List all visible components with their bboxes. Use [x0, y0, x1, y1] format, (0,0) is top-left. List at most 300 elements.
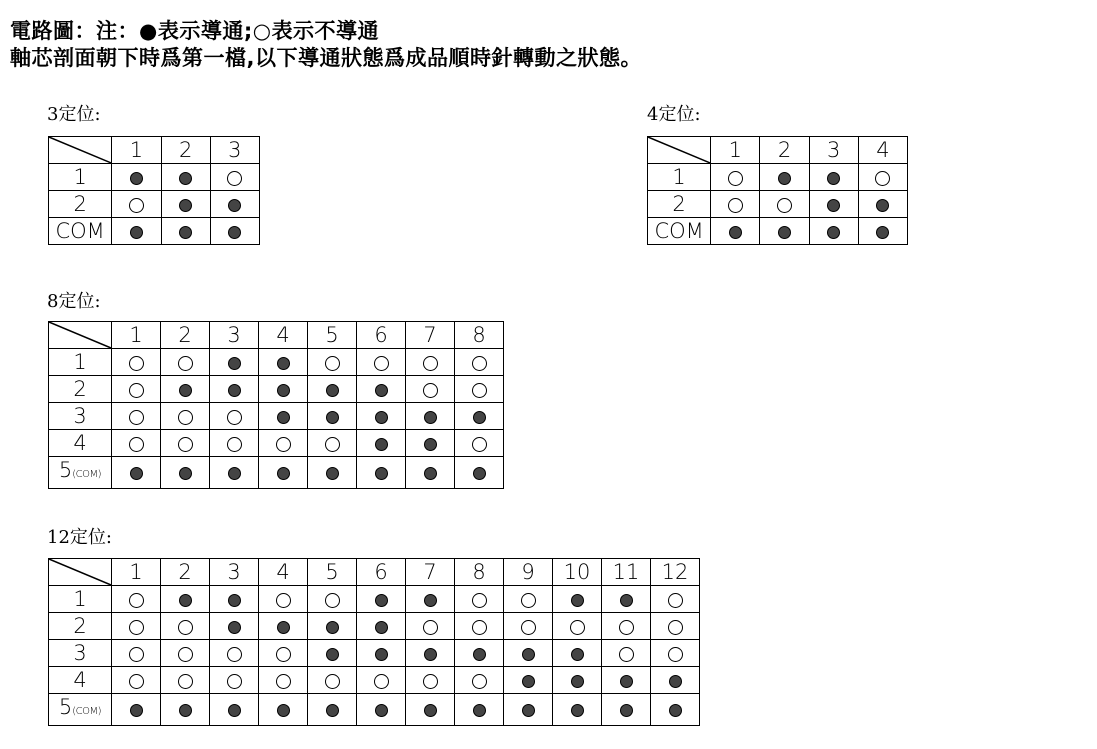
state-cell [308, 403, 357, 430]
row-label-com: (COM) [72, 706, 102, 717]
state-cell [651, 586, 700, 613]
state-cell [210, 613, 259, 640]
row-label [648, 191, 711, 218]
state-cell [112, 164, 161, 191]
state-cell [259, 403, 308, 430]
conducting-dot-icon [473, 411, 486, 424]
row-label-text: COM [654, 219, 704, 243]
conducting-dot-icon [522, 704, 535, 717]
state-cell [357, 667, 406, 694]
state-cell [357, 694, 406, 726]
conducting-dot-icon [375, 704, 388, 717]
conducting-dot-icon [424, 438, 437, 451]
row-label [49, 430, 112, 457]
table-3-position [48, 136, 260, 245]
state-cell [553, 613, 602, 640]
state-cell [259, 457, 308, 489]
conducting-dot-icon [130, 704, 143, 717]
state-cell [602, 667, 651, 694]
non-conducting-circle-icon [227, 647, 242, 662]
state-cell [210, 349, 259, 376]
conducting-dot-icon [130, 467, 143, 480]
conducting-dot-icon [228, 226, 241, 239]
table-row [49, 430, 504, 457]
state-cell [161, 349, 210, 376]
filled-circle-icon: ● [139, 19, 158, 43]
row-label-text: COM [55, 219, 105, 243]
non-conducting-circle-icon [178, 356, 193, 371]
state-cell [210, 403, 259, 430]
open-circle-icon: ○ [252, 19, 272, 43]
row-label-text: 3 [73, 404, 87, 428]
state-cell [357, 403, 406, 430]
state-cell [161, 667, 210, 694]
state-cell [553, 694, 602, 726]
state-cell [504, 694, 553, 726]
state-cell [161, 191, 210, 218]
state-cell [161, 640, 210, 667]
state-cell [112, 640, 161, 667]
column-header: 2 [161, 137, 210, 164]
conducting-dot-icon [228, 594, 241, 607]
conducting-dot-icon [571, 675, 584, 688]
conducting-dot-icon [179, 226, 192, 239]
conducting-dot-icon [473, 467, 486, 480]
conducting-dot-icon [326, 704, 339, 717]
row-label [49, 376, 112, 403]
conducting-dot-icon [620, 704, 633, 717]
conducting-dot-icon [375, 648, 388, 661]
column-header: 1 [112, 322, 161, 349]
non-conducting-circle-icon [129, 647, 144, 662]
table-row [49, 613, 700, 640]
table-row [49, 349, 504, 376]
conducting-dot-icon [179, 172, 192, 185]
row-label-text: 3 [73, 641, 87, 665]
state-cell [308, 694, 357, 726]
state-cell [308, 640, 357, 667]
conducting-dot-icon [522, 648, 535, 661]
conducting-dot-icon [375, 384, 388, 397]
column-header: 3 [210, 137, 259, 164]
non-conducting-circle-icon [472, 356, 487, 371]
table-row [49, 376, 504, 403]
state-cell [210, 640, 259, 667]
conducting-dot-icon [827, 199, 840, 212]
table-title-12pos: 12定位: [47, 527, 112, 548]
non-conducting-circle-icon [423, 620, 438, 635]
conducting-dot-icon [326, 467, 339, 480]
row-label [49, 640, 112, 667]
non-conducting-circle-icon [276, 647, 291, 662]
state-cell [161, 694, 210, 726]
state-cell [308, 457, 357, 489]
table-row [49, 164, 260, 191]
state-cell [455, 403, 504, 430]
row-label [49, 694, 112, 726]
state-cell [406, 349, 455, 376]
state-cell [760, 191, 809, 218]
state-cell [711, 191, 760, 218]
state-cell [406, 457, 455, 489]
row-label [49, 403, 112, 430]
state-cell [210, 694, 259, 726]
conducting-dot-icon [375, 411, 388, 424]
non-conducting-circle-icon [570, 620, 585, 635]
non-conducting-circle-icon [472, 620, 487, 635]
state-cell [210, 457, 259, 489]
state-cell [308, 376, 357, 403]
conducting-dot-icon [277, 384, 290, 397]
non-conducting-circle-icon [325, 437, 340, 452]
legend-on-text: 表示導通; [157, 19, 253, 43]
column-header: 12 [651, 559, 700, 586]
state-cell [112, 218, 161, 245]
table-row [648, 164, 908, 191]
state-cell [455, 349, 504, 376]
state-cell [259, 613, 308, 640]
non-conducting-circle-icon [875, 171, 890, 186]
state-cell [161, 457, 210, 489]
non-conducting-circle-icon [227, 437, 242, 452]
state-cell [504, 613, 553, 640]
table-row [49, 403, 504, 430]
table-row [648, 191, 908, 218]
non-conducting-circle-icon [129, 674, 144, 689]
state-cell [651, 667, 700, 694]
state-cell [504, 586, 553, 613]
conducting-dot-icon [571, 648, 584, 661]
row-label-text: 1 [73, 165, 87, 189]
state-cell [553, 667, 602, 694]
state-cell [809, 164, 858, 191]
state-cell [858, 191, 907, 218]
conducting-dot-icon [228, 357, 241, 370]
state-cell [406, 586, 455, 613]
state-cell [259, 376, 308, 403]
conducting-dot-icon [228, 199, 241, 212]
state-cell [308, 586, 357, 613]
conducting-dot-icon [277, 467, 290, 480]
conducting-dot-icon [876, 199, 889, 212]
conducting-dot-icon [179, 594, 192, 607]
column-header: 3 [210, 559, 259, 586]
non-conducting-circle-icon [472, 674, 487, 689]
state-cell [553, 586, 602, 613]
column-header: 8 [455, 322, 504, 349]
non-conducting-circle-icon [521, 620, 536, 635]
non-conducting-circle-icon [129, 620, 144, 635]
non-conducting-circle-icon [227, 171, 242, 186]
non-conducting-circle-icon [728, 171, 743, 186]
state-cell [651, 694, 700, 726]
state-cell [112, 586, 161, 613]
non-conducting-circle-icon [325, 593, 340, 608]
corner-cell [49, 137, 112, 164]
row-label [49, 349, 112, 376]
table-row [49, 586, 700, 613]
state-cell [651, 613, 700, 640]
column-header: 5 [308, 559, 357, 586]
corner-cell [648, 137, 711, 164]
row-label-text: 2 [672, 192, 686, 216]
non-conducting-circle-icon [423, 383, 438, 398]
table-12-position [48, 558, 700, 726]
state-cell [455, 694, 504, 726]
conducting-dot-icon [130, 226, 143, 239]
conducting-dot-icon [778, 172, 791, 185]
row-label [648, 164, 711, 191]
non-conducting-circle-icon [325, 674, 340, 689]
table-row [648, 218, 908, 245]
state-cell [112, 403, 161, 430]
conducting-dot-icon [277, 411, 290, 424]
state-cell [112, 191, 161, 218]
state-cell [112, 667, 161, 694]
conducting-dot-icon [827, 226, 840, 239]
row-label [49, 457, 112, 489]
column-header: 3 [809, 137, 858, 164]
state-cell [858, 218, 907, 245]
state-cell [210, 430, 259, 457]
state-cell [259, 430, 308, 457]
state-cell [357, 640, 406, 667]
non-conducting-circle-icon [521, 593, 536, 608]
state-cell [210, 191, 259, 218]
corner-cell [49, 322, 112, 349]
non-conducting-circle-icon [777, 198, 792, 213]
state-cell [809, 191, 858, 218]
conducting-dot-icon [424, 594, 437, 607]
column-header: 1 [112, 137, 161, 164]
conducting-dot-icon [876, 226, 889, 239]
non-conducting-circle-icon [374, 356, 389, 371]
non-conducting-circle-icon [619, 647, 634, 662]
state-cell [259, 667, 308, 694]
state-cell [406, 640, 455, 667]
state-cell [602, 694, 651, 726]
header-row [49, 137, 260, 164]
state-cell [112, 694, 161, 726]
column-header: 5 [308, 322, 357, 349]
row-label [648, 218, 711, 245]
state-cell [455, 457, 504, 489]
state-cell [651, 640, 700, 667]
conducting-dot-icon [375, 594, 388, 607]
conducting-dot-icon [729, 226, 742, 239]
non-conducting-circle-icon [374, 674, 389, 689]
state-cell [406, 430, 455, 457]
diagonal-line-icon [49, 559, 111, 585]
row-label [49, 667, 112, 694]
row-label [49, 191, 112, 218]
state-cell [210, 218, 259, 245]
conducting-dot-icon [179, 199, 192, 212]
table-row [49, 640, 700, 667]
header-row [49, 322, 504, 349]
conducting-dot-icon [778, 226, 791, 239]
column-header: 11 [602, 559, 651, 586]
conducting-dot-icon [669, 704, 682, 717]
conducting-dot-icon [620, 594, 633, 607]
state-cell [711, 218, 760, 245]
row-label-text: 1 [73, 350, 87, 374]
state-cell [308, 349, 357, 376]
state-cell [210, 376, 259, 403]
state-cell [357, 613, 406, 640]
column-header: 4 [259, 322, 308, 349]
conducting-dot-icon [228, 621, 241, 634]
state-cell [161, 376, 210, 403]
state-cell [161, 430, 210, 457]
non-conducting-circle-icon [668, 620, 683, 635]
column-header: 8 [455, 559, 504, 586]
conducting-dot-icon [424, 648, 437, 661]
table-row [49, 218, 260, 245]
non-conducting-circle-icon [178, 437, 193, 452]
state-cell [112, 430, 161, 457]
conducting-dot-icon [326, 621, 339, 634]
state-cell [161, 613, 210, 640]
non-conducting-circle-icon [129, 198, 144, 213]
conducting-dot-icon [375, 467, 388, 480]
legend-off-text: 表示不導通 [271, 19, 380, 43]
state-cell [210, 164, 259, 191]
non-conducting-circle-icon [178, 410, 193, 425]
state-cell [553, 640, 602, 667]
state-cell [112, 613, 161, 640]
conducting-dot-icon [228, 467, 241, 480]
state-cell [809, 218, 858, 245]
conducting-dot-icon [277, 357, 290, 370]
conducting-dot-icon [326, 411, 339, 424]
non-conducting-circle-icon [129, 437, 144, 452]
non-conducting-circle-icon [423, 674, 438, 689]
row-label-text: 1 [73, 587, 87, 611]
state-cell [357, 457, 406, 489]
non-conducting-circle-icon [668, 593, 683, 608]
state-cell [210, 667, 259, 694]
non-conducting-circle-icon [227, 410, 242, 425]
state-cell [455, 376, 504, 403]
state-cell [210, 586, 259, 613]
column-header: 4 [259, 559, 308, 586]
diagonal-line-icon [49, 322, 111, 348]
conducting-dot-icon [179, 704, 192, 717]
conducting-dot-icon [424, 704, 437, 717]
row-label-text: 5 [58, 458, 73, 482]
non-conducting-circle-icon [129, 383, 144, 398]
state-cell [711, 164, 760, 191]
table-title-4pos: 4定位: [647, 104, 701, 125]
conducting-dot-icon [827, 172, 840, 185]
state-cell [259, 586, 308, 613]
row-label-text: 5 [58, 695, 73, 719]
state-cell [455, 430, 504, 457]
non-conducting-circle-icon [178, 674, 193, 689]
conducting-dot-icon [571, 594, 584, 607]
legend-line [10, 18, 642, 45]
state-cell [602, 640, 651, 667]
non-conducting-circle-icon [325, 356, 340, 371]
state-cell [259, 694, 308, 726]
conducting-dot-icon [473, 704, 486, 717]
table-row [49, 457, 504, 489]
column-header: 4 [858, 137, 907, 164]
state-cell [760, 164, 809, 191]
table-row [49, 191, 260, 218]
state-cell [112, 349, 161, 376]
state-cell [602, 613, 651, 640]
non-conducting-circle-icon [129, 356, 144, 371]
column-header: 6 [357, 322, 406, 349]
legend-prefix: 電路圖：注： [10, 19, 139, 43]
state-cell [161, 403, 210, 430]
non-conducting-circle-icon [728, 198, 743, 213]
non-conducting-circle-icon [472, 593, 487, 608]
state-cell [357, 430, 406, 457]
table-title-3pos: 3定位: [47, 104, 101, 125]
state-cell [455, 586, 504, 613]
state-cell [357, 586, 406, 613]
row-label-text: 2 [73, 377, 87, 401]
non-conducting-circle-icon [276, 674, 291, 689]
conducting-dot-icon [424, 411, 437, 424]
row-label [49, 613, 112, 640]
state-cell [357, 376, 406, 403]
state-cell [406, 376, 455, 403]
non-conducting-circle-icon [423, 356, 438, 371]
conducting-dot-icon [326, 648, 339, 661]
state-cell [112, 376, 161, 403]
non-conducting-circle-icon [129, 593, 144, 608]
conducting-dot-icon [228, 384, 241, 397]
state-cell [357, 349, 406, 376]
table-8-position [48, 321, 504, 489]
conducting-dot-icon [375, 621, 388, 634]
column-header: 6 [357, 559, 406, 586]
non-conducting-circle-icon [227, 674, 242, 689]
diagram-header [10, 18, 642, 72]
column-header: 2 [760, 137, 809, 164]
state-cell [504, 667, 553, 694]
column-header: 3 [210, 322, 259, 349]
column-header: 2 [161, 322, 210, 349]
conducting-dot-icon [669, 675, 682, 688]
conducting-dot-icon [522, 675, 535, 688]
table-row [49, 694, 700, 726]
row-label-text: 1 [672, 165, 686, 189]
row-label-text: 4 [73, 431, 87, 455]
row-label [49, 218, 112, 245]
column-header: 1 [112, 559, 161, 586]
state-cell [858, 164, 907, 191]
row-label-text: 2 [73, 614, 87, 638]
conducting-dot-icon [179, 384, 192, 397]
non-conducting-circle-icon [472, 437, 487, 452]
corner-cell [49, 559, 112, 586]
non-conducting-circle-icon [178, 647, 193, 662]
column-header: 1 [711, 137, 760, 164]
conducting-dot-icon [473, 648, 486, 661]
state-cell [455, 613, 504, 640]
state-cell [406, 694, 455, 726]
state-cell [259, 640, 308, 667]
table-title-8pos: 8定位: [47, 291, 101, 312]
state-cell [161, 164, 210, 191]
state-cell [406, 667, 455, 694]
header-row [49, 559, 700, 586]
